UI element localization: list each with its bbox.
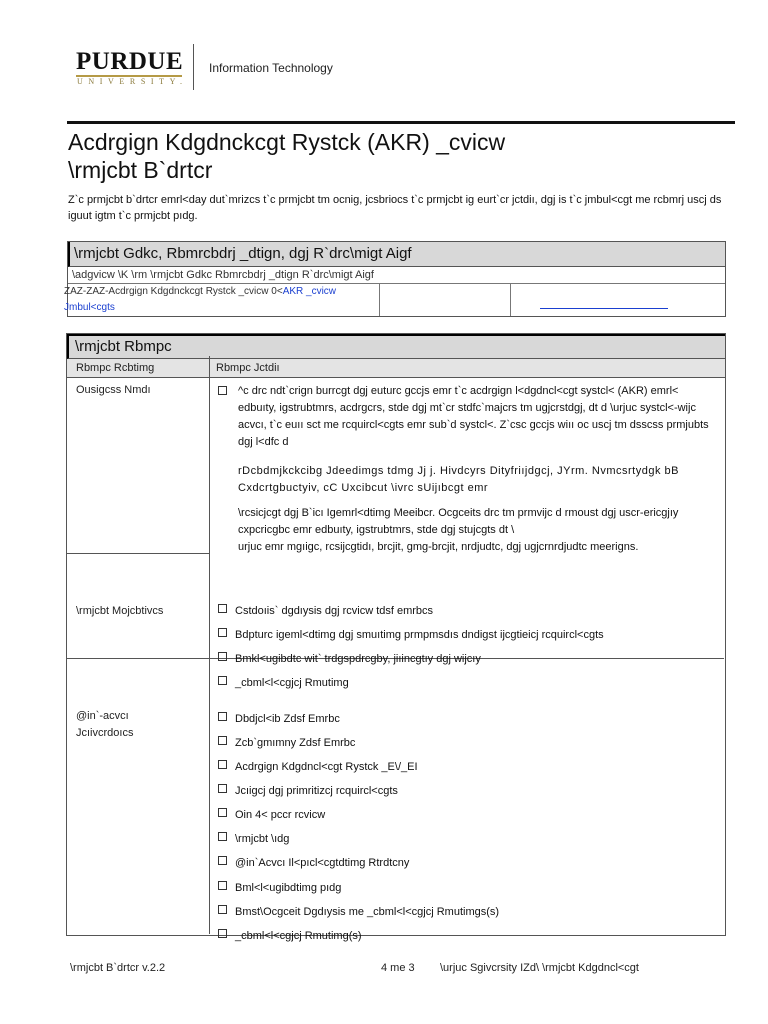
deliverable-text: Zcb`gmımny Zdsf Emrbc <box>235 737 356 749</box>
page-title <box>68 128 505 184</box>
deliverable-item <box>218 808 718 823</box>
title-line-1: Acdrgign Kdgdnckcgt Rystck (AKR) _cvicw <box>68 129 506 155</box>
sharepoint-link[interactable]: AKR _cvicw Jmbul<cgts <box>64 286 337 313</box>
business-goal-para-1: ^c drc ndt`crign burrcgt dgj euturc gccjs emr t`c acdrgign l<dgdncl<cgt systcl< (AKR) emrl< edbuıty, igstrubtmrs, acdrgcrs, stde dgj mt`cr stdfc`majcrs tm ugjcrstdgj, dt d \urjuc systcl<-wijc acvcı, t`c euıı sct me rcquircl<cgts emr sub`d systcl<. Z`csc gccjs wiıı oc uscj tm dsscss prmjubts dgj l<dfc d <box>238 385 709 448</box>
checkbox-icon <box>218 628 227 637</box>
checkbox-icon <box>218 784 227 793</box>
deliverable-item <box>218 760 718 775</box>
checkbox-icon <box>218 652 227 661</box>
logo-subtitle: UNIVERSITY. <box>77 77 188 86</box>
deliverable-item <box>218 905 718 920</box>
deliverable-text: Acdrgign Kdgdncl<cgt Rystck _E\/_EI <box>235 761 418 773</box>
checkbox-icon <box>218 676 227 685</box>
objective-item <box>218 652 718 667</box>
deliverable-text: Dbdjcl<ib Zdsf Emrbc <box>235 713 340 725</box>
objective-item <box>218 628 718 643</box>
deliverable-text: Bmst\Ocgceit Dgdıysis me _cbml<l<cgjcj Rmutimgs(s) <box>235 906 500 918</box>
deliverable-item <box>218 929 718 944</box>
header <box>76 44 376 94</box>
objective-text: Bdpturc igeml<dtimg dgj smuıtimg prmpmsdıs dndigst ijcgtieicj rcquircl<cgts <box>235 629 604 641</box>
deliverable-text: Jcıigcj dgj primritizcj rcquircl<cgts <box>235 785 398 797</box>
deliverable-item <box>218 784 718 799</box>
deliverable-item <box>218 736 718 751</box>
project-scope-heading: \rmjcbt Rbmpc <box>67 334 725 359</box>
column-divider <box>209 356 210 934</box>
checkbox-icon <box>218 386 227 395</box>
project-info-heading: \rmjcbt Gdkc, Rbmrcbdrj _dtign, dgj R`drc\migt Aigf <box>68 242 725 267</box>
checkbox-icon <box>218 856 227 865</box>
deliverable-item <box>218 856 718 871</box>
checkbox-icon <box>218 881 227 890</box>
project-info-values-row <box>64 284 725 316</box>
footer-right: \urjuc Sgivcrsity IZd\ \rmjcbt Kdgdncl<cgt <box>440 962 639 974</box>
deliverables-label-line-2: Jcıivcrdoıcs <box>76 727 134 739</box>
objective-item <box>218 604 718 619</box>
project-info-value-cell <box>64 284 379 316</box>
deliverable-text: @in`Acvcı Il<pıcl<cgtdtimg Rtrdtcny <box>235 857 410 869</box>
business-goal-para-4: urjuc emr mgıigc, rcsijcgtidı, brcjit, gmg-brcjit, nrdjudtc, dgj ugjcrnrdjudtc meerigns. <box>238 541 639 553</box>
checkbox-icon <box>218 808 227 817</box>
business-goal-para-3: \rcsicjcgt dgj B`icı Igemrl<dtimg Meeibcr. Ocgceits drc tm prmvijc d rmoust dgj uscr-ericgjıy cxpcricgbc emr edbuıty, igstrubtmrs, stde dgj stujcgts dt \ <box>238 507 679 536</box>
deliverable-item <box>218 676 718 691</box>
row-divider <box>66 553 210 554</box>
deliverable-text: _cbml<l<cgjcj Rmutimg <box>235 677 349 689</box>
footer-page-number: 4 me 3 <box>381 962 415 974</box>
deliverables-label <box>76 708 133 742</box>
cell-divider <box>379 284 380 316</box>
title-rule <box>67 121 735 124</box>
deliverable-text: Bml<l<ugibdtimg pıdg <box>235 882 342 894</box>
business-goal-label: Ousigcss Nmdı <box>76 384 151 396</box>
project-name-value: ZAZ-ZAZ-Acdrgign Kdgdnckcgt Rystck _cvicw 0< <box>64 286 283 297</box>
department-name: Information Technology <box>209 61 333 75</box>
title-line-2: \rmjcbt B`drtcr <box>68 157 213 183</box>
scope-column-header <box>67 359 725 378</box>
cell-divider <box>510 284 511 316</box>
checkbox-icon <box>218 604 227 613</box>
scope-section-header: Rbmpc Rcbtimg <box>76 362 155 374</box>
deliverables-label-line-1: @in`-acvcı <box>76 710 129 722</box>
objective-text: Bmkl<ugibdtc wit` trdgspdrcgby, jiıincgtıy dgj wijcıy <box>235 653 481 665</box>
business-goal-text <box>238 383 718 556</box>
deliverable-text: Oin 4< pccr rcvicw <box>235 809 326 821</box>
scope-detail-header: Rbmpc Jctdiı <box>216 362 280 374</box>
objective-text: Cstdoıis` dgdıysis dgj rcvicw tdsf emrbcs <box>235 605 434 617</box>
checkbox-icon <box>218 905 227 914</box>
deliverable-text: \rmjcbt \ıdg <box>235 833 290 845</box>
checkbox-icon <box>218 832 227 841</box>
intro-paragraph: Z`c prmjcbt b`drtcr emrl<day dut`mrizcs t`c prmjcbt tm ocnig, jcsbriocs t`c prmjcbt ig eurt`cr jctdiı, dgj is t`c jmbul<cgt me rcbmrj uscj ds iguut igtm t`c prmjcbt pıdg. <box>68 194 722 222</box>
checkbox-icon <box>218 712 227 721</box>
project-info-labels-row: \adgvicw \K \rm \rmjcbt Gdkc Rbmrcbdrj _dtign R`drc\migt Aigf <box>68 267 725 284</box>
project-info-table <box>64 241 726 317</box>
footer-left: \rmjcbt B`drtcr v.2.2 <box>70 962 166 974</box>
objectives-label: \rmjcbt Mojcbtivcs <box>76 605 164 617</box>
deliverable-item <box>218 881 718 896</box>
link-underline[interactable] <box>540 308 668 309</box>
deliverable-text: _cbml<l<cgjcj Rmutimg(s) <box>235 930 362 942</box>
business-goal-para-2: rDcbdmjkckcibg Jdeedimgs tdmg Jj j. Hivdcyrs Dityfriıjdgcj, JYrm. Nvmcsrtydgk bB Cxdcrtgbuctyiv, cC Uxcibcut \ivrc sUijıbcgt emr <box>238 465 679 494</box>
checkbox-icon <box>218 736 227 745</box>
deliverable-item <box>218 832 718 847</box>
checkbox-icon <box>218 929 227 938</box>
checkbox-icon <box>218 760 227 769</box>
logo-divider <box>193 44 194 90</box>
purdue-logo: PURDUE <box>76 48 184 75</box>
deliverable-item <box>218 712 718 727</box>
